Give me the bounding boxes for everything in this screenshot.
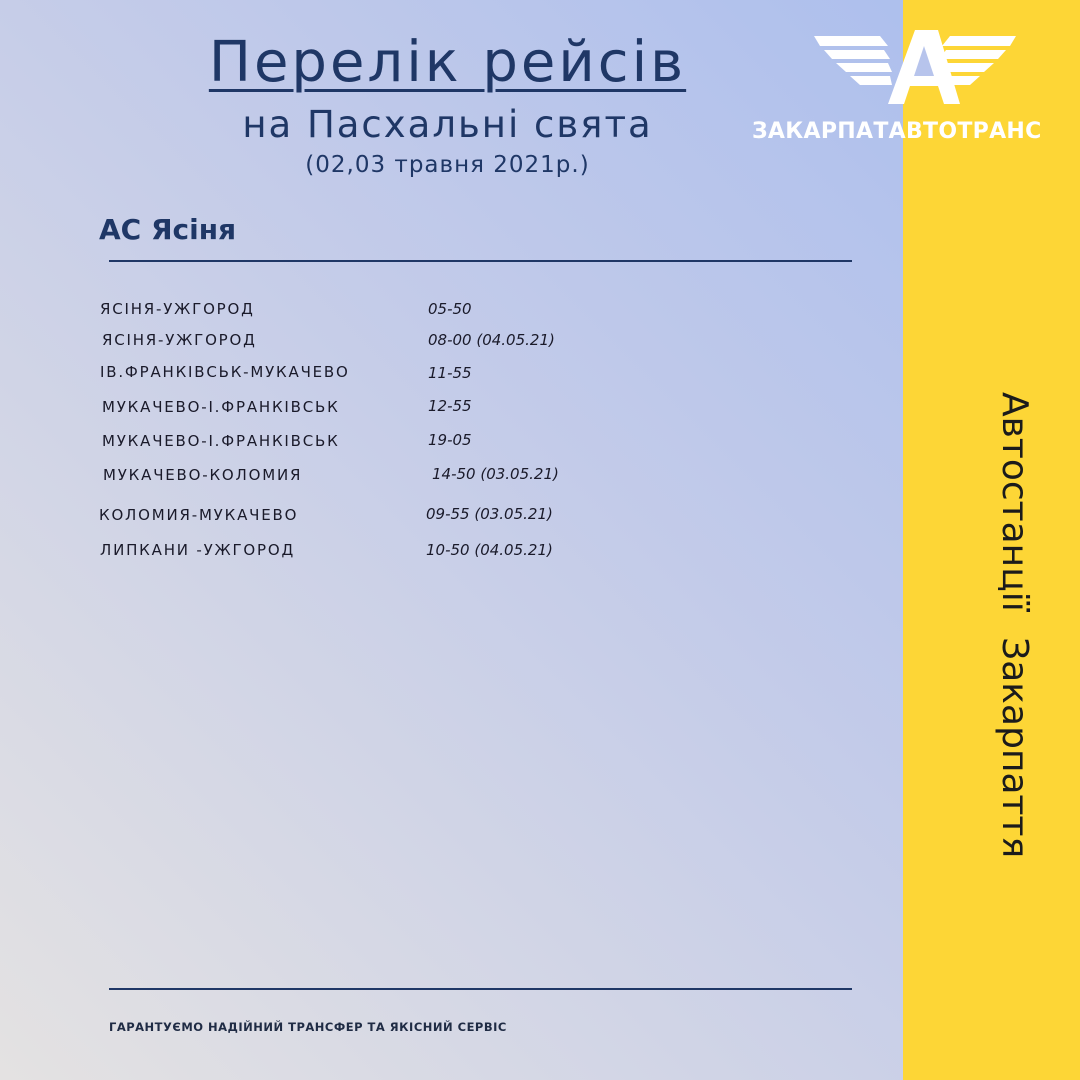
route-name: МУКАЧЕВО-І.ФРАНКІВСЬК — [102, 398, 340, 416]
sidebar-caption: Автостанції Закарпаття — [994, 392, 1035, 859]
bottom-divider — [109, 988, 852, 990]
top-divider — [109, 260, 852, 262]
route-time: 10-50 (04.05.21) — [426, 541, 553, 559]
brand-name: ЗАКАРПАТАВТОТРАНС — [752, 119, 1042, 144]
route-name: МУКАЧЕВО-КОЛОМИЯ — [103, 466, 303, 484]
route-time: 05-50 — [428, 300, 472, 318]
winged-letter-a-logo — [810, 28, 1020, 110]
page-subtitle: на Пасхальні свята — [242, 103, 653, 146]
route-time: 09-55 (03.05.21) — [426, 505, 553, 523]
footer-slogan: ГАРАНТУЄМО НАДІЙНИЙ ТРАНСФЕР ТА ЯКІСНИЙ СЕРВІС — [109, 1020, 507, 1034]
date-range: (02,03 травня 2021р.) — [305, 152, 590, 178]
route-name: КОЛОМИЯ-МУКАЧЕВО — [99, 506, 299, 524]
route-name: ІВ.ФРАНКІВСЬК-МУКАЧЕВО — [100, 363, 350, 381]
route-time: 12-55 — [428, 397, 472, 415]
route-time: 14-50 (03.05.21) — [432, 465, 559, 483]
route-name: ЛИПКАНИ -УЖГОРОД — [100, 541, 295, 559]
route-time: 11-55 — [428, 364, 472, 382]
route-name: ЯСІНЯ-УЖГОРОД — [102, 331, 257, 349]
station-heading: АС Ясіня — [99, 213, 237, 246]
page-title: Перелік рейсів — [208, 30, 687, 95]
route-time: 08-00 (04.05.21) — [428, 331, 555, 349]
route-name: МУКАЧЕВО-І.ФРАНКІВСЬК — [102, 432, 340, 450]
route-time: 19-05 — [428, 431, 472, 449]
sidebar-caption-wrap — [985, 392, 1035, 859]
route-name: ЯСІНЯ-УЖГОРОД — [100, 300, 255, 318]
